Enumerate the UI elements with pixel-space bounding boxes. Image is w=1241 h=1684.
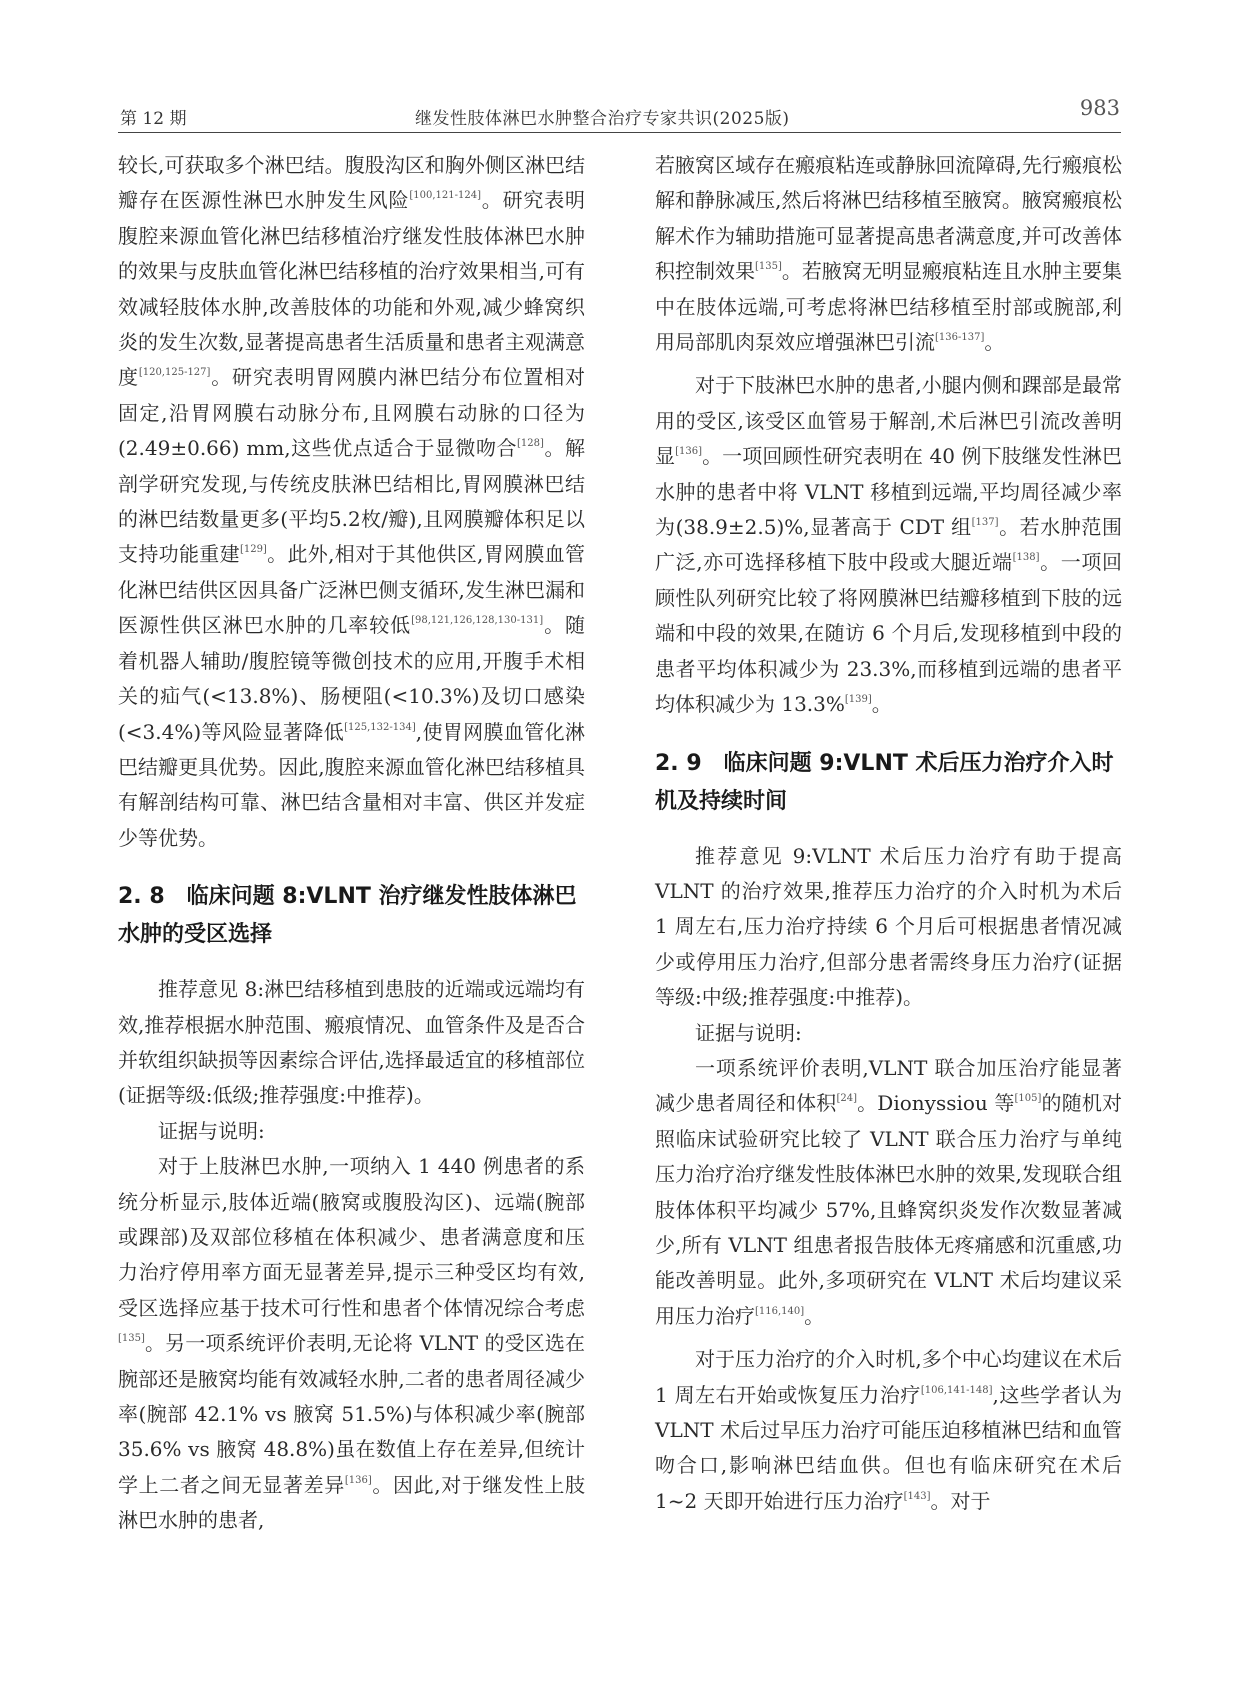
right-column xyxy=(655,148,1122,1519)
paragraph-text: 对于下肢淋巴水肿的患者,小腿内侧和踝部是最常用的受区,该受区血管易于解剖,术后淋巴引流改善明显 xyxy=(655,373,1122,469)
citation: [98,121,126,128,130-131] xyxy=(411,615,544,627)
citation: [143] xyxy=(903,1490,931,1502)
paragraph-text: 。对于 xyxy=(930,1488,991,1513)
paragraph-text: 较长,可获取多个淋巴结。腹股沟区和胸外侧区淋巴结瓣存在医源性淋巴水肿发生风险 xyxy=(118,153,585,213)
citation: [135] xyxy=(118,1333,145,1345)
section-heading-2-9 xyxy=(655,745,1122,821)
paragraph-text: 。 xyxy=(984,330,1005,355)
paragraph-text: 。因此,对于继发性上肢淋巴水肿的患者, xyxy=(118,1472,585,1533)
citation: [24] xyxy=(836,1093,857,1105)
section-title: 临床问题 9:VLNT 术后压力治疗介入时机及持续时间 xyxy=(655,750,1114,814)
section-heading-2-8 xyxy=(118,878,585,954)
page-number: 983 xyxy=(1079,96,1120,120)
paragraph-text: 。若腋窝无明显瘢痕粘连且水肿主要集中在肢体远端,可考虑将淋巴结移植至肘部或腕部,利用局部肌肉泵效应增强淋巴引流 xyxy=(655,259,1123,355)
paragraph-text: 。另一项系统评价表明,无论将 VLNT 的受区选在腕部还是腋窝均能有效减轻水肿,二者的患者周径减少率(腕部 42.1% vs 腋窝 51.5%)与体积减少率(腕部 35.6% vs 腋窝 48.8%)虽在数值上存在差异,但统计学上二者之间无显著差异 xyxy=(118,1331,585,1497)
paragraph-text: 一项系统评价表明,VLNT 联合加压治疗能显著减少患者周径和体积 xyxy=(655,1055,1122,1116)
citation: [116,140] xyxy=(755,1305,805,1317)
paragraph xyxy=(655,1342,1122,1519)
paragraph-text: 。Dionyssiou 等 xyxy=(856,1091,1015,1116)
paragraph-text: 。随着机器人辅助/腹腔镜等微创技术的应用,开腹手术相关的疝气(<13.8%)、肠梗阻(<10.3%)及切口感染(<3.4%)等风险显著降低 xyxy=(118,613,586,744)
citation: [136-137] xyxy=(935,332,985,344)
citation: [129] xyxy=(239,544,267,556)
citation: [136] xyxy=(344,1474,372,1486)
section-number: 2. 8 xyxy=(118,884,165,910)
recommendation-9: 推荐意见 9:VLNT 术后压力治疗有助于提高 VLNT 的治疗效果,推荐压力治疗的介入时机为术后 1 周左右,压力治疗持续 6 个月后可根据患者情况减少或停用压力治疗,但部分患者需终身压力治疗(证据等级:中级;推荐强度:中推荐)。 xyxy=(655,843,1122,1010)
paragraph xyxy=(655,368,1122,722)
header-rule xyxy=(118,132,1121,133)
left-column xyxy=(118,148,585,1539)
evidence-label: 证据与说明: xyxy=(695,1020,802,1045)
citation: [125,132-134] xyxy=(344,721,416,733)
running-head xyxy=(120,96,1120,129)
citation: [137] xyxy=(971,517,999,529)
paragraph-text: 。一项回顾性研究表明在 40 例下肢继发性淋巴水肿的患者中将 VLNT 移植到远端,平均周径减少率为(38.9±2.5)%,显著高于 CDT 组 xyxy=(655,444,1122,540)
citation: [106,141-148] xyxy=(920,1384,993,1396)
paragraph-text: 对于压力治疗的介入时机,多个中心均建议在术后 1 周左右开始或恢复压力治疗 xyxy=(655,1347,1122,1407)
paragraph xyxy=(655,1051,1122,1334)
recommendation-8: 推荐意见 8:淋巴结移植到患肢的近端或远端均有效,推荐根据水肿范围、瘢痕情况、血管条件及是否合并软组织缺损等因素综合评估,选择最适宜的移植部位(证据等级:低级;推荐强度:中推荐)。 xyxy=(118,977,585,1108)
paragraph-text: ,使胃网膜血管化淋巴结瓣更具优势。因此,腹腔来源血管化淋巴结移植具有解剖结构可靠、淋巴结含量相对丰富、供区并发症少等优势。 xyxy=(118,719,585,850)
citation: [105] xyxy=(1014,1093,1042,1105)
paragraph-text: 。一项回顾性队列研究比较了将网膜淋巴结瓣移植到下肢的远端和中段的效果,在随访 6 个月后,发现移植到中段的患者平均体积减少为 23.3%,而移植到远端的患者平均体积减少为 13.3% xyxy=(655,550,1122,717)
paragraph xyxy=(118,148,585,856)
paragraph-text: 。研究表明腹腔来源血管化淋巴结移植治疗继发性肢体淋巴水肿的效果与皮肤血管化淋巴结移植的治疗效果相当,可有效减轻肢体水肿,改善肢体的功能和外观,减少蜂窝织炎的发生次数,显著提高患者生活质量和患者主观满意度 xyxy=(118,188,586,390)
journal-title: 继发性肢体淋巴水肿整合治疗专家共识(2025版) xyxy=(415,109,790,129)
citation: [128] xyxy=(517,438,544,450)
paragraph-text: ,这些学者认为 VLNT 术后过早压力治疗可能压迫移植淋巴结和血管吻合口,影响淋巴结血供。但也有临床研究在术后 1~2 天即开始进行压力治疗 xyxy=(655,1382,1122,1513)
citation: [135] xyxy=(755,261,782,273)
paragraph-text: 。 xyxy=(871,692,892,717)
issue-label: 第 12 期 xyxy=(120,109,187,129)
evidence-label: 证据与说明: xyxy=(158,1118,265,1143)
paragraph-text: 。解剖学研究发现,与传统皮肤淋巴结相比,胃网膜淋巴结的淋巴结数量更多(平均5.2枚/瓣),且网膜瓣体积足以支持功能重建 xyxy=(118,436,585,567)
paragraph-text: 。若水肿范围广泛,亦可选择移植下肢中段或大腿近端 xyxy=(655,515,1122,575)
citation: [136] xyxy=(675,446,702,458)
paragraph-text: 的随机对照临床试验研究比较了 VLNT 联合压力治疗与单纯压力治疗治疗继发性肢体淋巴水肿的效果,发现联合组肢体体积平均减少 57%,且蜂窝织炎发作次数显著减少,所有 VLNT 组患者报告肢体无疼痛感和沉重感,功能改善明显。此外,多项研究在 VLNT 术后均建议采用压力治疗 xyxy=(655,1091,1123,1328)
section-number: 2. 9 xyxy=(655,750,702,776)
citation: [138] xyxy=(1012,552,1040,564)
section-title: 临床问题 8:VLNT 治疗继发性肢体淋巴水肿的受区选择 xyxy=(118,884,577,948)
paragraph-text: 。研究表明胃网膜内淋巴结分布位置相对固定,沿胃网膜右动脉分布,且网膜右动脉的口径为(2.49±0.66) mm,这些优点适合于显微吻合 xyxy=(118,365,586,461)
paragraph-text: 。此外,相对于其他供区,胃网膜血管化淋巴结供区因具备广泛淋巴侧支循环,发生淋巴漏和医源性供区淋巴水肿的几率较低 xyxy=(118,542,586,638)
citation: [139] xyxy=(844,694,872,706)
paragraph-text: 。 xyxy=(804,1303,825,1328)
paragraph-text: 对于上肢淋巴水肿,一项纳入 1 440 例患者的系统分析显示,肢体近端(腋窝或腹股沟区)、远端(腕部或踝部)及双部位移植在体积减少、患者满意度和压力治疗停用率方面无显著差异,提示三种受区均有效,受区选择应基于技术可行性和患者个体情况综合考虑 xyxy=(118,1154,585,1320)
paragraph xyxy=(118,1149,585,1538)
paragraph xyxy=(655,148,1122,360)
citation: [100,121-124] xyxy=(409,190,481,202)
citation: [120,125-127] xyxy=(138,367,211,379)
paragraph-text: 若腋窝区域存在瘢痕粘连或静脉回流障碍,先行瘢痕松解和静脉减压,然后将淋巴结移植至腋窝。腋窝瘢痕松解术作为辅助措施可显著提高患者满意度,并可改善体积控制效果 xyxy=(655,153,1122,284)
